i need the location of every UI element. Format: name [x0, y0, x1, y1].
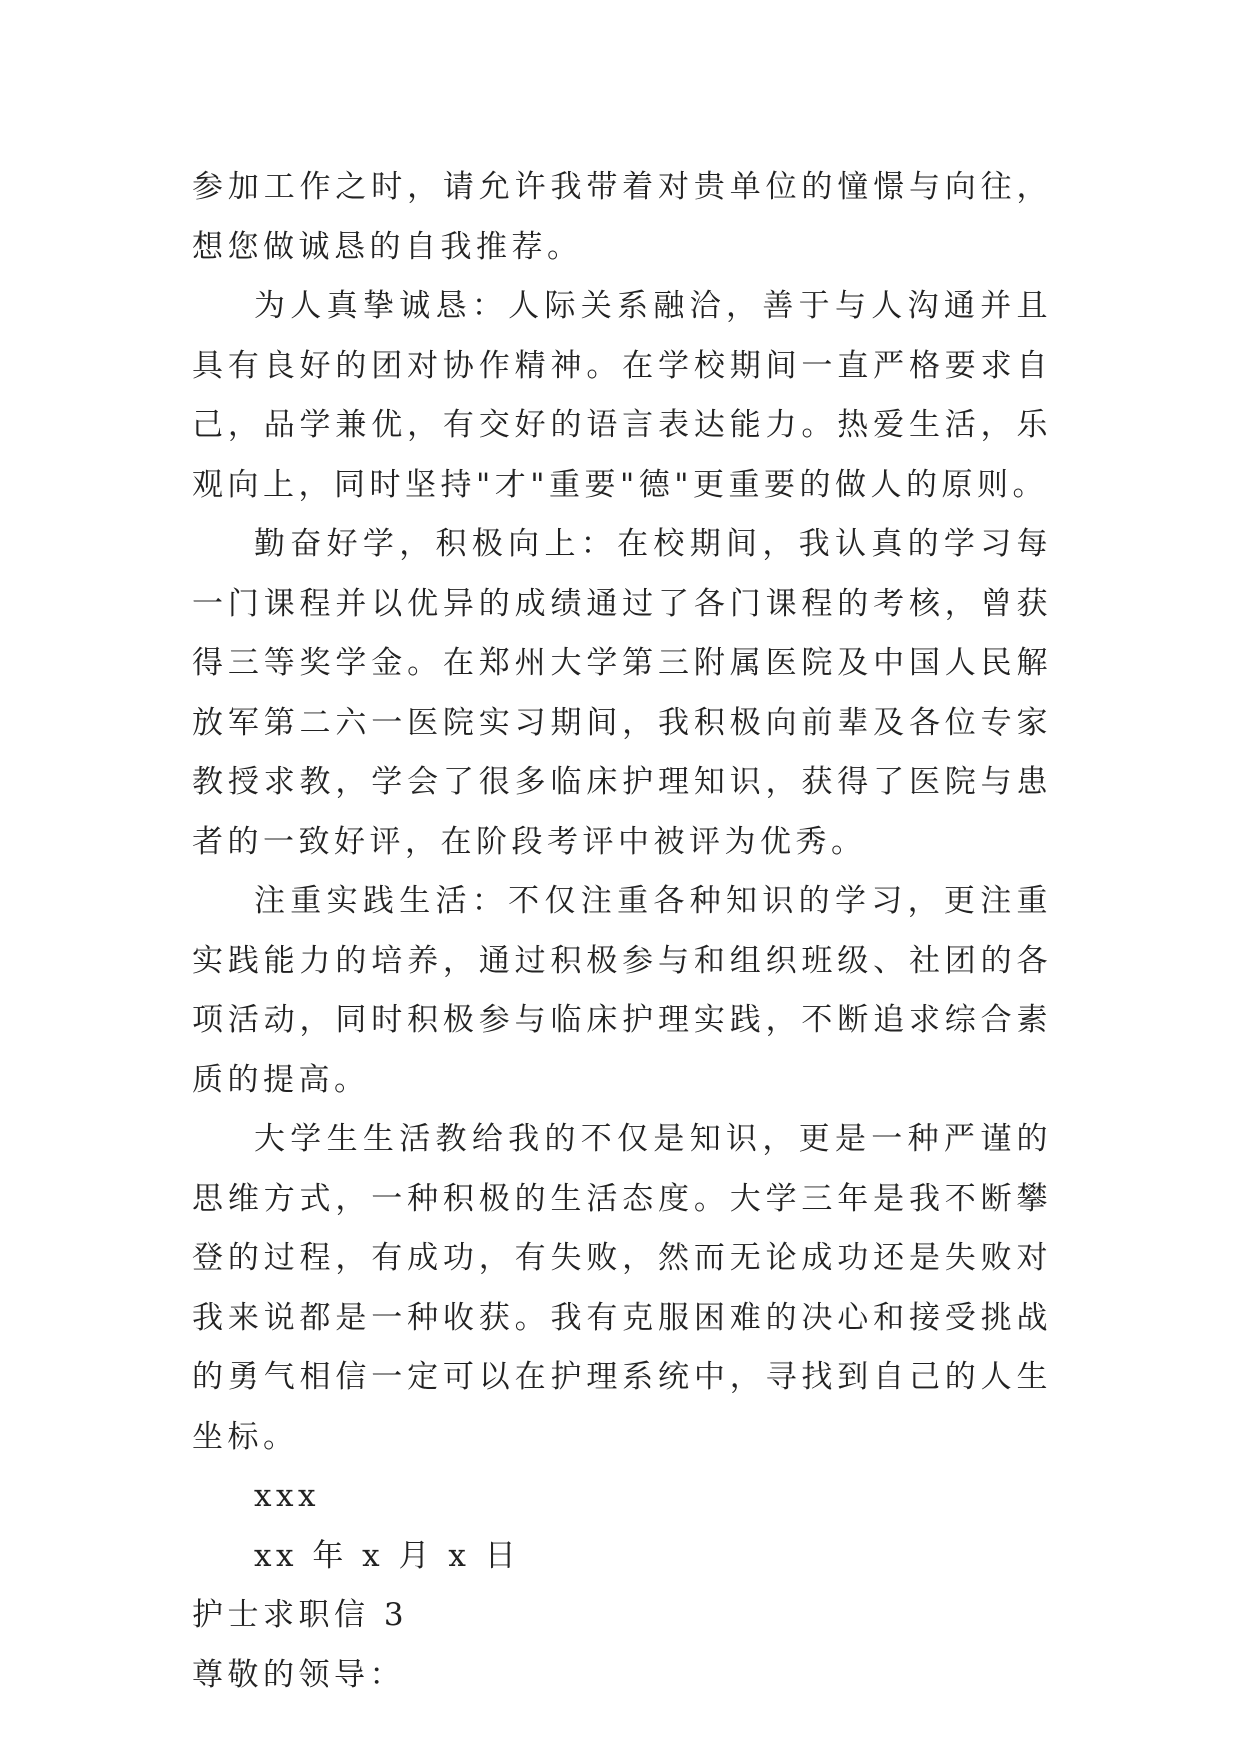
paragraph-study: 勤奋好学，积极向上：在校期间，我认真的学习每一门课程并以优异的成绩通过了各门课程的考核，曾获得三等奖学金。在郑州大学第三附属医院及中国人民解放军第二六一医院实习期间，我积极向前辈及各位专家教授求教，学会了很多临床护理知识，获得了医院与患者的一致好评，在阶段考评中被评为优秀。 — [192, 526, 1052, 860]
letter-date: xx 年 x 月 x 日 — [254, 1537, 521, 1574]
signature: xxx — [254, 1478, 320, 1514]
section-title: 护士求职信 3 — [192, 1597, 409, 1633]
paragraph-personality: 为人真挚诚恳：人际关系融洽，善于与人沟通并且具有良好的团对协作精神。在学校期间一直严格要求自己，品学兼优，有交好的语言表达能力。热爱生活，乐观向上，同时坚持"才"重要"德"更重要的做人的原则。 — [192, 288, 1052, 503]
paragraph-practice: 注重实践生活：不仅注重各种知识的学习，更注重实践能力的培养，通过积极参与和组织班级、社团的各项活动，同时积极参与临床护理实践，不断追求综合素质的提高。 — [192, 883, 1052, 1098]
salutation: 尊敬的领导： — [192, 1656, 405, 1693]
letter-body — [192, 158, 1052, 1705]
paragraph-intro-continuation: 参加工作之时，请允许我带着对贵单位的憧憬与向往，想您做诚恳的自我推荐。 — [192, 169, 1052, 265]
paragraph-conclusion: 大学生生活教给我的不仅是知识，更是一种严谨的思维方式，一种积极的生活态度。大学三年是我不断攀登的过程，有成功，有失败，然而无论成功还是失败对我来说都是一种收获。我有克服困难的决心和接受挑战的勇气相信一定可以在护理系统中，寻找到自己的人生坐标。 — [192, 1121, 1052, 1455]
